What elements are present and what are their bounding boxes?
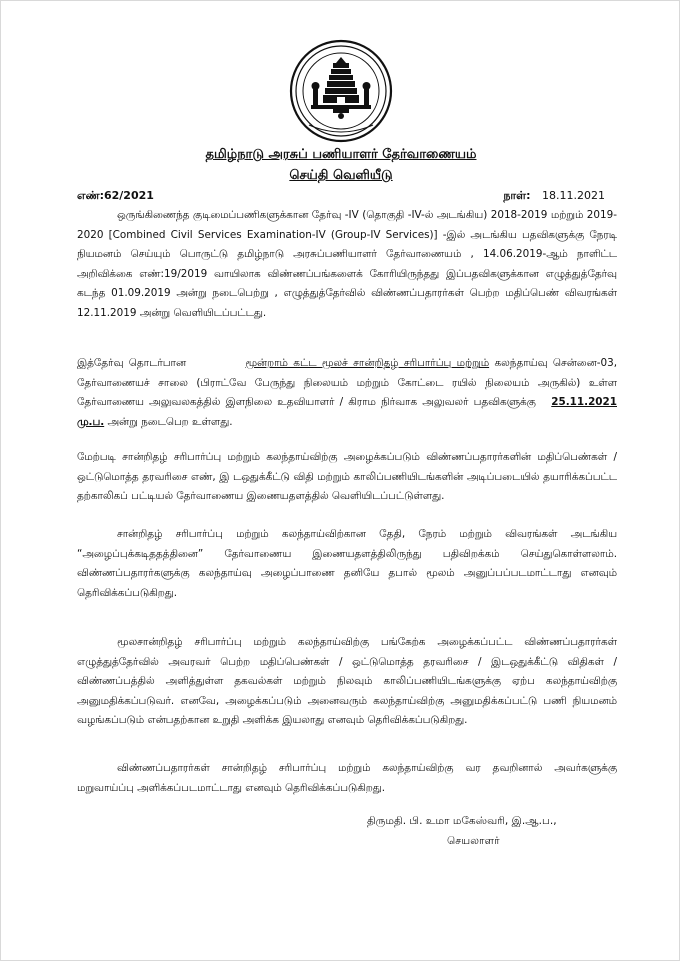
paragraph-1: [77, 206, 617, 323]
signatory-designation: செயலாளர்: [447, 835, 500, 847]
paragraph-5: [77, 633, 617, 731]
paragraph-4-text: சான்றிதழ் சரிபார்ப்பு மற்றும் கலந்தாய்விற்கான தேதி, நேரம் மற்றும் விவரங்கள் அடங்கிய “அழைப்புக்கடிததத்தினை” தேர்வாணைய இணையதளத்திலிருந்து பதிவிறக்கம் செய்துகொள்ளலாம். விண்ணப்பதாரர்களுக்கு கலந்தாய்வு அழைப்பாணை தனியே தபால் மூலம் அனுப்பப்படமாட்டாது எனவும் தெரிவிக்கப்படுகிறது.: [77, 528, 617, 599]
paragraph-2-underlined: மூன்றாம் கட்ட மூலச் சான்றிதழ் சரிபார்ப்பு மற்றும்: [245, 357, 490, 369]
paragraph-2-tail: அன்று நடைபெற உள்ளது.: [107, 415, 233, 428]
date-label: நாள்:: [503, 189, 531, 202]
org-title: [1, 147, 680, 163]
org-title-text: தமிழ்நாடு அரசுப் பணியாளர் தேர்வாணையம்: [205, 147, 477, 162]
paragraph-2-lead: இத்தேர்வு தொடர்பான: [77, 357, 187, 369]
signatory-name: திருமதி. பி. உமா மகேஸ்வரி, இ.ஆ.ப.,: [367, 815, 557, 827]
release-date: [503, 189, 605, 204]
paragraph-6: [77, 759, 617, 798]
paragraph-2-date: 25.11.2021 மு.ப.: [77, 396, 617, 428]
paragraph-6-text: விண்ணப்பதாரர்கள் சான்றிதழ் சரிபார்ப்பு மற்றும் கலந்தாய்விற்கு வர தவறினால் அவர்களுக்கு மறுவாய்ப்பு அளிக்கப்படமாட்டாது எனவும் தெரிவிக்கப்படுகிறது.: [77, 762, 617, 794]
paragraph-2-body: கலந்தாய்வு சென்னை-03, தேர்வாணையச் சாலை (பிராட்வே பேருந்து நிலையம் மற்றும் கோட்டை ரயில் நிலையம் அருகில்) உள்ள தேர்வாணைய அலுவலகத்தில் இளநிலை உதவியாளர் / கிராம நிர்வாக அலுவலர் பதவிகளுக்கு: [77, 357, 617, 408]
paragraph-2: [77, 354, 617, 432]
paragraph-3-text: மேற்படி சான்றிதழ் சரிபார்ப்பு மற்றும் கலந்தாய்விற்கு அழைக்கப்படும் விண்ணப்பதாரர்களின் மதிப்பெண்கள் / ஒட்டுமொத்த தரவரிசை எண், இ டஒதுக்கீட்டு விதி மற்றும் காலிப்பணியிடங்களின் அடிப்படையில் தயாரிக்கப்பட்ட தற்காலிகப் பட்டியல் தேர்வாணைய இணையதளத்தில் வெளியிடப்பட்டுள்ளது.: [77, 451, 617, 502]
paragraph-1-text: ஒருங்கிணைந்த குடிமைப்பணிகளுக்கான தேர்வு -IV (தொகுதி -IV-ல் அடங்கிய) 2018-2019 மற்றும் 2019-2020 [Combined Civil Services Examination-IV (Group-IV Services)] -இல் அடங்கிய பதவிகளுக்கு நேரடி நியமனம் செய்யும் பொருட்டு தமிழ்நாடு அரசுப்பணியாளர் தேர்வாணையம் , 14.06.2019-ஆம் நாளிட்ட அறிவிக்கை எண்:19/2019 வாயிலாக விண்ணப்பங்களைக் கோரியிருந்தது இப்பதவிகளுக்கான எழுத்துத்தேர்வு கடந்த 01.09.2019 அன்று நடைபெற்று , எழுத்துத்தேர்வில் விண்ணப்பதாரர்கள் பெற்ற மதிப்பெண் விவரங்கள் 12.11.2019 அன்று வெளியிடப்பட்டது.: [77, 209, 617, 319]
paragraph-2-text: [77, 354, 617, 432]
paragraph-5-text: மூலசான்றிதழ் சரிபார்ப்பு மற்றும் கலந்தாய்விற்கு பங்கேற்க அழைக்கப்பட்ட விண்ணப்பதாரர்கள் எழுத்துத்தேர்வில் அவரவர் பெற்ற மதிப்பெண்கள் / ஒட்டுமொத்த தரவரிசை / இடஒதுக்கீட்டு விதிகள் / விண்ணப்பத்தில் அளித்துள்ள தகவல்கள் மற்றும் நிலவும் காலிப்பணியிடங்களுக்கு ஏற்ப கலந்தாய்விற்கு அனுமதிக்கப்படுவர். எனவே, அழைக்கப்படும் அனைவரும் கலந்தாய்விற்கு அனுமதிக்கப்பட்டு பணி நியமனம் வழங்கப்படும் என்பதற்கான உறுதி அளிக்க இயலாது எனவும் தெரிவிக்கப்படுகிறது.: [77, 636, 617, 726]
tamil-nadu-emblem-logo: [289, 39, 393, 143]
date-value: 18.11.2021: [542, 189, 605, 202]
paragraph-3: [77, 448, 617, 507]
document-type: [1, 168, 680, 184]
document-type-text: செய்தி வெளியீடு: [289, 168, 393, 183]
paragraph-4: [77, 525, 617, 603]
reference-number: எண்:62/2021: [77, 189, 154, 202]
